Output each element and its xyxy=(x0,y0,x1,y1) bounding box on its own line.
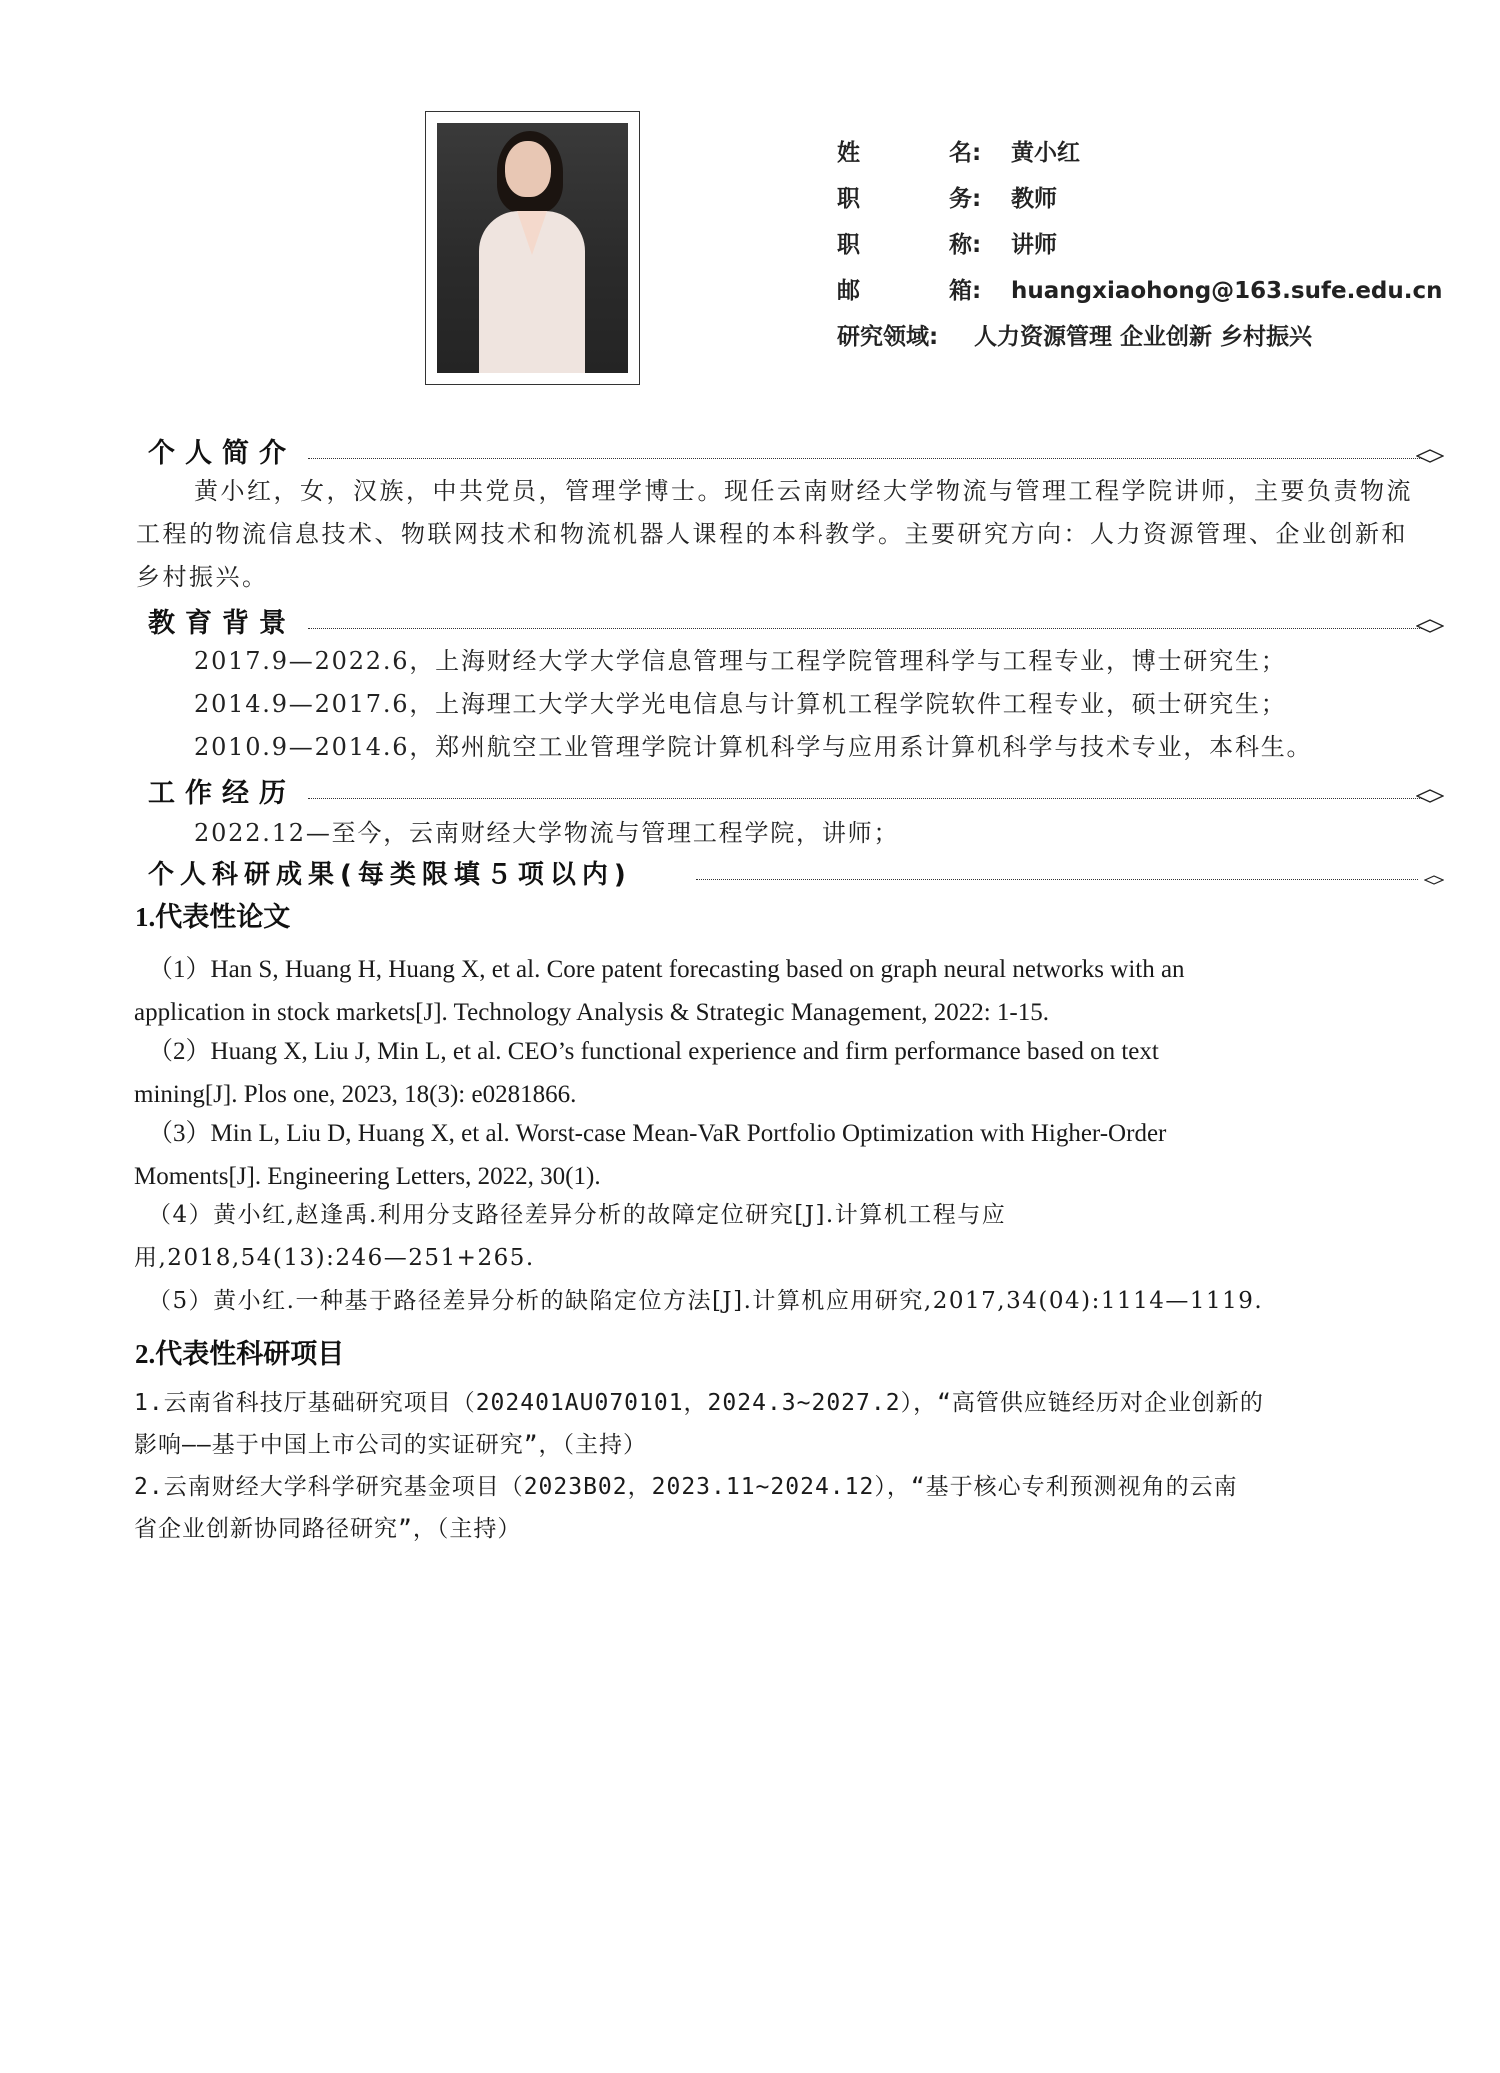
diamond-icon xyxy=(1416,789,1444,803)
paper-number: （4） xyxy=(148,1202,214,1228)
section-dotted-rule xyxy=(696,879,1418,880)
name-value: 黄小红 xyxy=(1011,140,1080,166)
paper-text-cont: mining[J]. Plos one, 2023, 18(3): e0281866. xyxy=(134,1081,577,1108)
section-dotted-rule xyxy=(308,458,1422,459)
paper-text-cont: 用,2018,54(13):246—251+265. xyxy=(134,1245,535,1271)
section-title-work: 工作经历 xyxy=(148,778,296,809)
project-text-cont: 省企业创新协同路径研究”，（主持） xyxy=(134,1516,522,1542)
section-intro-header xyxy=(148,437,1444,473)
paper-text-cont: Moments[J]. Engineering Letters, 2022, 30(1). xyxy=(134,1163,601,1190)
paper-text-cont: application in stock markets[J]. Technology Analysis & Strategic Management, 2022: 1-15. xyxy=(134,999,1049,1026)
project-item xyxy=(134,1382,1434,1466)
paper-item xyxy=(134,1194,1434,1280)
work-item: 2022.12—至今，云南财经大学物流与管理工程学院，讲师； xyxy=(194,819,900,847)
paper-text: Han S, Huang H, Huang X, et al. Core patent forecasting based on graph neural networks with an xyxy=(210,956,1185,983)
paper-item xyxy=(134,948,1434,1034)
research-value: 人力资源管理 企业创新 乡村振兴 xyxy=(974,324,1313,350)
name-label-2: 名: xyxy=(949,140,982,166)
title-value: 讲师 xyxy=(1011,232,1057,258)
project-text-cont: 影响——基于中国上市公司的实证研究”，（主持） xyxy=(134,1432,648,1458)
section-dotted-rule xyxy=(308,798,1422,799)
papers-heading: 1.代表性论文 xyxy=(135,902,291,932)
duty-label-1: 职 xyxy=(837,186,860,212)
diamond-icon xyxy=(1416,619,1444,633)
paper-item xyxy=(134,1112,1434,1198)
section-title-research: 个人科研成果(每类限填５项以内) xyxy=(148,860,632,890)
section-dotted-rule xyxy=(308,628,1422,629)
section-work-header xyxy=(148,777,1444,813)
duty-value: 教师 xyxy=(1011,186,1057,212)
title-label-2: 称: xyxy=(949,232,982,258)
paper-text: Min L, Liu D, Huang X, et al. Worst-case Mean-VaR Portfolio Optimization with Higher-Order xyxy=(210,1120,1167,1147)
paper-number: （2） xyxy=(148,1038,211,1065)
projects-heading: 2.代表性科研项目 xyxy=(135,1339,345,1369)
project-item xyxy=(134,1466,1434,1550)
project-text: 1.云南省科技厅基础研究项目（202401AU070101，2024.3~2027.2），“高管供应链经历对企业创新的 xyxy=(134,1390,1264,1416)
paper-text: 黄小红.一种基于路径差异分析的缺陷定位方法[J].计算机应用研究,2017,34(04):1114—1119. xyxy=(213,1288,1264,1314)
diamond-icon xyxy=(1416,449,1444,463)
section-title-intro: 个人简介 xyxy=(148,438,296,469)
paper-text: Huang X, Liu J, Min L, et al. CEO’s functional experience and firm performance based on text xyxy=(210,1038,1159,1065)
title-label-1: 职 xyxy=(837,232,860,258)
email-label-1: 邮 xyxy=(837,278,860,304)
education-item: 2017.9—2022.6，上海财经大学大学信息管理与工程学院管理科学与工程专业，博士研究生； xyxy=(194,647,1287,675)
section-title-education: 教育背景 xyxy=(148,608,296,639)
name-label-1: 姓 xyxy=(837,140,860,166)
paper-number: （3） xyxy=(148,1120,211,1147)
diamond-icon xyxy=(1424,873,1444,887)
duty-label-2: 务: xyxy=(949,186,982,212)
section-education-header xyxy=(148,607,1444,643)
section-research-header xyxy=(148,858,1444,894)
research-label: 研究领域: xyxy=(837,324,939,350)
education-item: 2010.9—2014.6，郑州航空工业管理学院计算机科学与应用系计算机科学与技术专业，本科生。 xyxy=(194,733,1313,761)
email-label-2: 箱: xyxy=(949,278,982,304)
paper-number: （5） xyxy=(148,1288,214,1314)
intro-paragraph: 黄小红，女，汉族，中共党员，管理学博士。现任云南财经大学物流与管理工程学院讲师，主要负责物流工程的物流信息技术、物联网技术和物流机器人课程的本科教学。主要研究方向：人力资源管理、企业创新和乡村振兴。 xyxy=(136,477,1413,591)
project-text: 2.云南财经大学科学研究基金项目（2023B02，2023.11~2024.12），“基于核心专利预测视角的云南 xyxy=(134,1474,1238,1500)
education-item: 2014.9—2017.6，上海理工大学大学光电信息与计算机工程学院软件工程专业，硕士研究生； xyxy=(194,690,1287,718)
profile-photo-frame xyxy=(425,111,640,385)
paper-text: 黄小红,赵逢禹.利用分支路径差异分析的故障定位研究[J].计算机工程与应 xyxy=(213,1202,1007,1228)
email-value[interactable]: huangxiaohong@163.sufe.edu.cn xyxy=(1011,278,1443,304)
paper-item xyxy=(134,1030,1434,1116)
paper-item xyxy=(134,1280,1434,1323)
paper-number: （1） xyxy=(148,956,211,983)
profile-photo xyxy=(437,123,628,373)
